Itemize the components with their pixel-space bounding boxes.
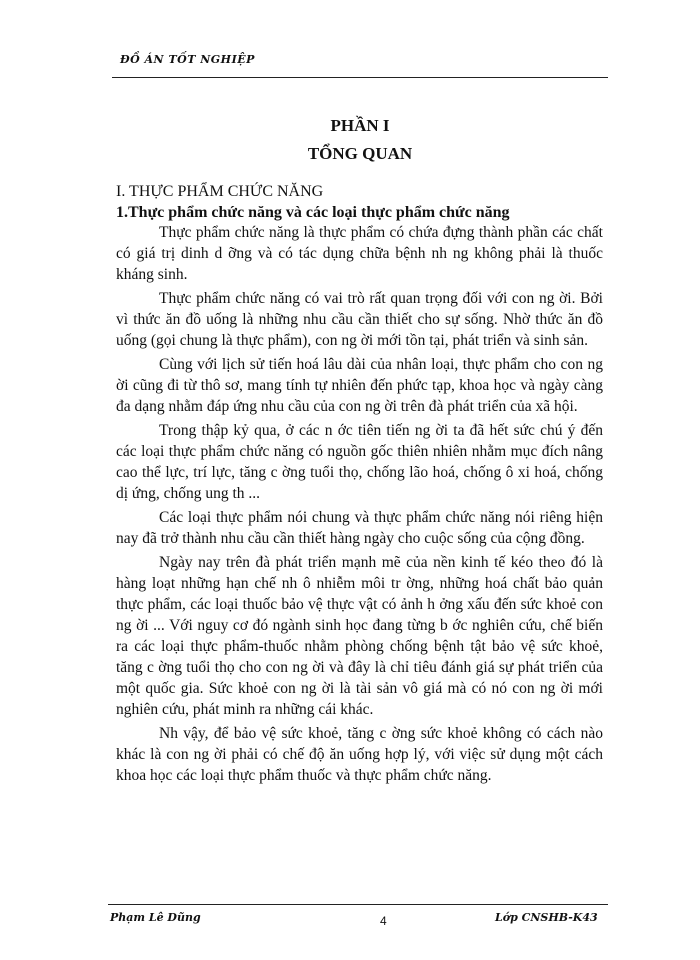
paragraph: Nh vậy, để bảo vệ sức khoẻ, tăng c ờng sức khoẻ không có cách nào khác là con ng ời phải có chế độ ăn uống hợp lý, với việc sử dụng một cách khoa học các loại thực phẩm thuốc và thực phẩm chức năng. xyxy=(116,725,603,784)
part-title: TỔNG QUAN xyxy=(307,144,413,163)
header-title: ĐỒ ÁN TỐT NGHIỆP xyxy=(120,53,255,66)
footer-rule xyxy=(108,904,608,905)
footer-class: Lớp CNSHB-K43 xyxy=(495,911,598,924)
body-text xyxy=(116,222,603,789)
footer-author: Phạm Lê Dũng xyxy=(110,911,201,924)
paragraph: Các loại thực phẩm nói chung và thực phẩm chức năng nói riêng hiện nay đã trở thành nhu cầu cần thiết hàng ngày cho cuộc sống của cộng đồng. xyxy=(116,509,603,547)
page-number: 4 xyxy=(380,914,387,928)
paragraph: Trong thập kỷ qua, ở các n ớc tiên tiến ng ời ta đã hết sức chú ý đến các loại thực phẩm chức năng có nguồn gốc thiên nhiên nhằm mục đích nâng cao thể lực, trí lực, tăng c ờng tuổi thọ, chống lão hoá, chống ô xi hoá, chống dị ứng, chống ung th ... xyxy=(116,422,603,502)
section-heading: I. THỰC PHẨM CHỨC NĂNG xyxy=(116,183,324,200)
paragraph: Thực phẩm chức năng là thực phẩm có chứa đựng thành phần các chất có giá trị dinh d ỡng và có tác dụng chữa bệnh nh ng không phải là thuốc kháng sinh. xyxy=(116,224,603,283)
paragraph: Ngày nay trên đà phát triển mạnh mẽ của nền kinh tế kéo theo đó là hàng loạt những hạn chế nh ô nhiễm môi tr ờng, những hoá chất bảo quản thực phẩm, các loại thuốc bảo vệ thực vật có ảnh h ởng xấu đến sức khoẻ con ng ời ... Với nguy cơ đó ngành sinh học đang từng b ớc nghiên cứu, chế biến ra các loại thực phẩm-thuốc nhằm phòng chống bệnh tật bảo vệ sức khoẻ, tăng c ờng tuổi thọ cho con ng ời và đây là chỉ tiêu đánh giá sự phát triển của một quốc gia. Sức khoẻ con ng ời là tài sản vô giá mà có nó con ng ời mới nghiên cứu, phát minh ra những cái khác. xyxy=(116,554,603,718)
part-number: PHẦN I xyxy=(330,116,390,135)
header-rule xyxy=(112,77,608,78)
paragraph: Thực phẩm chức năng có vai trò rất quan trọng đối với con ng ời. Bởi vì thức ăn đồ uống là những nhu cầu cần thiết cho sự sống. Nhờ thức ăn đồ uống (gọi chung là thực phẩm), con ng ời mới tồn tại, phát triển và sinh sản. xyxy=(116,290,603,349)
paragraph: Cùng với lịch sử tiến hoá lâu dài của nhân loại, thực phẩm cho con ng ời cũng đi từ thô sơ, mang tính tự nhiên đến phức tạp, khoa học và ngày càng đa dạng nhằm đáp ứng nhu cầu của con ng ời trên đà phát triển của xã hội. xyxy=(116,356,603,415)
subsection-heading: 1.Thực phẩm chức năng và các loại thực phẩm chức năng xyxy=(116,204,510,221)
